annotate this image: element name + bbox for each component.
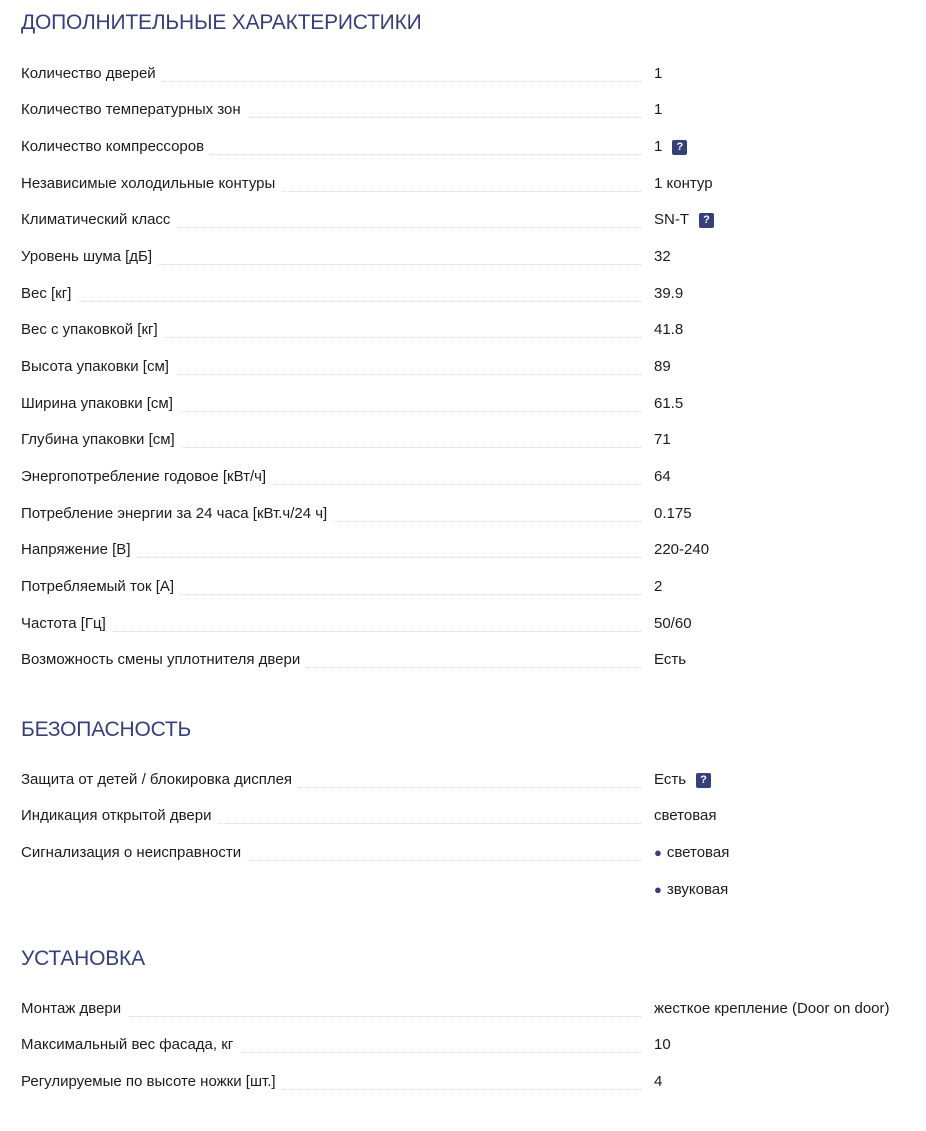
spec-value-with-help bbox=[654, 137, 687, 157]
bullet-dot-icon: ● bbox=[654, 882, 662, 897]
help-question-icon[interactable]: ? bbox=[672, 140, 687, 155]
spec-value: световая bbox=[654, 807, 717, 824]
spec-row-noise bbox=[21, 247, 921, 271]
spec-value: 61.5 bbox=[654, 395, 684, 412]
spec-value: 4 bbox=[654, 1073, 663, 1090]
spec-row-doors bbox=[21, 64, 921, 88]
spec-label: Частота [Гц] bbox=[21, 614, 112, 634]
spec-label: Глубина упаковки [см] bbox=[21, 430, 181, 450]
spec-value-text: SN-T bbox=[654, 211, 689, 228]
spec-row-door-seal bbox=[21, 650, 921, 674]
spec-row-weight bbox=[21, 284, 921, 308]
spec-row-voltage bbox=[21, 540, 921, 564]
section-title-safety: БЕЗОПАСНОСТЬ bbox=[21, 718, 192, 741]
spec-value-text: 1 bbox=[654, 138, 663, 155]
spec-value-bullet-item bbox=[654, 843, 729, 863]
spec-value: 39.9 bbox=[654, 285, 684, 302]
spec-row-weight-packed bbox=[21, 320, 921, 344]
spec-label: Высота упаковки [см] bbox=[21, 357, 175, 377]
spec-value: 50/60 bbox=[654, 615, 692, 632]
spec-value-with-help bbox=[654, 770, 711, 790]
help-question-icon[interactable]: ? bbox=[696, 773, 711, 788]
spec-value-text: звуковая bbox=[666, 881, 729, 898]
spec-value: 41.8 bbox=[654, 321, 684, 338]
spec-row-compressors bbox=[21, 137, 921, 161]
spec-row-adjustable-feet bbox=[21, 1072, 921, 1096]
section-title-additional: ДОПОЛНИТЕЛЬНЫЕ ХАРАКТЕРИСТИКИ bbox=[21, 11, 422, 34]
spec-label: Максимальный вес фасада, кг bbox=[21, 1035, 239, 1055]
spec-label: Монтаж двери bbox=[21, 999, 127, 1019]
spec-row-door-mount bbox=[21, 999, 921, 1023]
spec-label: Возможность смены уплотнителя двери bbox=[21, 650, 306, 670]
spec-label: Напряжение [В] bbox=[21, 540, 136, 560]
spec-label: Индикация открытой двери bbox=[21, 806, 217, 826]
spec-value-text: Есть bbox=[654, 771, 687, 788]
spec-value: 220-240 bbox=[654, 541, 710, 558]
spec-value-bullet-item bbox=[654, 880, 728, 900]
spec-label: Независимые холодильные контуры bbox=[21, 174, 281, 194]
spec-row-temp-zones bbox=[21, 100, 921, 124]
spec-value: 1 bbox=[654, 65, 663, 82]
spec-label: Потребляемый ток [А] bbox=[21, 577, 180, 597]
spec-label: Количество дверей bbox=[21, 64, 162, 84]
spec-value: Есть bbox=[654, 651, 687, 668]
spec-value: 71 bbox=[654, 431, 671, 448]
spec-label: Ширина упаковки [см] bbox=[21, 394, 179, 414]
spec-row-annual-energy bbox=[21, 467, 921, 491]
spec-value-text: световая bbox=[666, 844, 730, 861]
spec-value: 1 контур bbox=[654, 175, 713, 192]
spec-label: Регулируемые по высоте ножки [шт.] bbox=[21, 1072, 282, 1092]
spec-value: 10 bbox=[654, 1036, 671, 1053]
spec-label: Сигнализация о неисправности bbox=[21, 843, 247, 863]
spec-value-with-help bbox=[654, 210, 714, 230]
spec-row-current bbox=[21, 577, 921, 601]
spec-row-max-facade-weight bbox=[21, 1035, 921, 1059]
spec-value: 0.175 bbox=[654, 505, 692, 522]
spec-row-door-open-indicator bbox=[21, 806, 921, 830]
spec-row-frequency bbox=[21, 614, 921, 638]
spec-label: Количество компрессоров bbox=[21, 137, 210, 157]
dotted-leader bbox=[21, 301, 641, 302]
spec-value: жесткое крепление (Door on door) bbox=[654, 1000, 890, 1017]
spec-row-climate-class bbox=[21, 210, 921, 234]
spec-label: Уровень шума [дБ] bbox=[21, 247, 158, 267]
spec-row-pack-width bbox=[21, 394, 921, 418]
spec-row-child-lock bbox=[21, 770, 921, 794]
spec-row-pack-depth bbox=[21, 430, 921, 454]
spec-value: 89 bbox=[654, 358, 671, 375]
spec-label: Количество температурных зон bbox=[21, 100, 247, 120]
spec-row-daily-energy bbox=[21, 504, 921, 528]
spec-value: 2 bbox=[654, 578, 663, 595]
spec-row-fault-alarm bbox=[21, 843, 921, 903]
spec-value: 64 bbox=[654, 468, 671, 485]
dotted-leader bbox=[21, 631, 641, 632]
spec-row-pack-height bbox=[21, 357, 921, 381]
spec-value: 32 bbox=[654, 248, 671, 265]
section-title-installation: УСТАНОВКА bbox=[21, 947, 145, 970]
spec-label: Потребление энергии за 24 часа [кВт.ч/24 ч] bbox=[21, 504, 333, 524]
spec-value: 1 bbox=[654, 101, 663, 118]
spec-row-cooling-circuits bbox=[21, 174, 921, 198]
spec-label: Вес [кг] bbox=[21, 284, 77, 304]
spec-label: Климатический класс bbox=[21, 210, 176, 230]
spec-label: Энергопотребление годовое [кВт/ч] bbox=[21, 467, 272, 487]
help-question-icon[interactable]: ? bbox=[699, 213, 714, 228]
bullet-dot-icon: ● bbox=[654, 845, 662, 860]
spec-label: Защита от детей / блокировка дисплея bbox=[21, 770, 298, 790]
spec-label: Вес с упаковкой [кг] bbox=[21, 320, 164, 340]
